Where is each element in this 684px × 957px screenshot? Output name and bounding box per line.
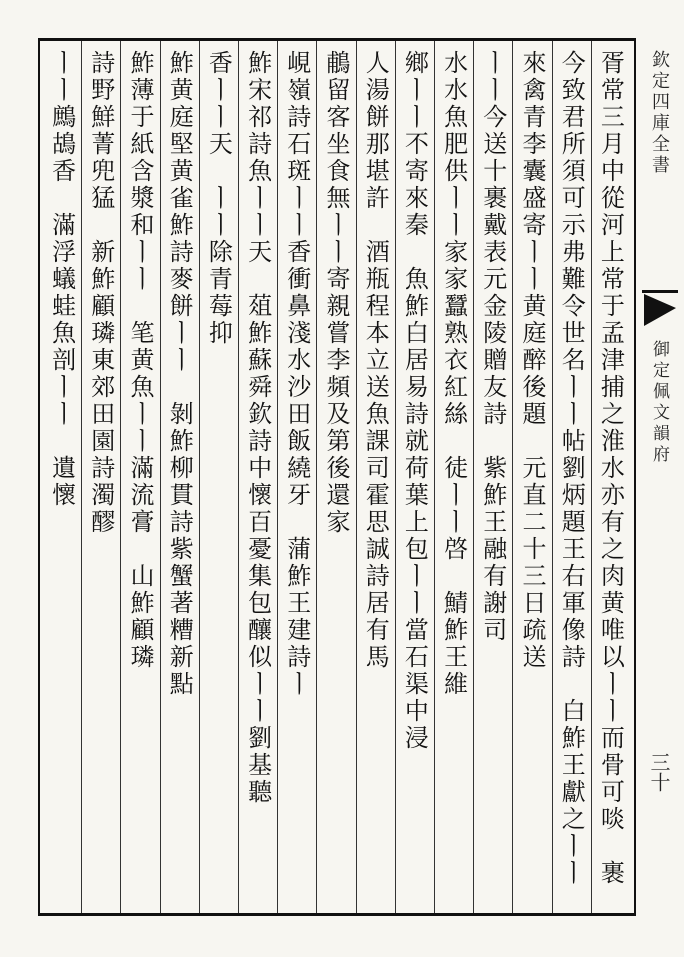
fish-tail-mark-icon [642,290,678,330]
margin-gutter [640,40,680,914]
text-column: 鵏留客坐食無ㅣㅣ寄親嘗李頻及第後還家 [322,50,350,536]
text-column: 鮓宋祁詩魚ㅣㅣ天 葅鮓蘇舜欽詩中懷百憂集包釀似ㅣㅣ劉基聽 [243,50,272,806]
column-rule [356,41,357,913]
text-column: 水水魚肥供ㅣㅣ家家蠶熟衣紅絲 徒ㅣㅣ啓 鯖鮓王維 [439,50,468,698]
column-rule [395,41,396,913]
text-column: 來禽青李囊盛寄ㅣㅣ黄庭醉後題 元直二十三日疏送 [518,50,546,671]
text-column: 香ㅣㅣ天 ㅣㅣ除青莓抑 [204,50,233,347]
column-rule [512,41,513,913]
text-column: 峴嶺詩石斑ㅣㅣ香衝鼻淺水沙田飯繞牙 蒲鮓王建詩ㅣ [282,50,311,698]
column-rule [238,41,239,913]
book-title-top: 欽定四庫全書 [649,50,670,176]
column-rule [277,41,278,913]
column-rule [120,41,121,913]
text-column: 今致君所須可示弗難令世名ㅣㅣ帖劉炳題王右軍像詩 白鮓王獻之ㅣㅣ [557,50,586,887]
column-rule [434,41,435,913]
text-column: 鮓黄庭堅黄雀鮓詩麥餅ㅣㅣ 剝鮓柳貫詩紫蟹著糟新點 [165,50,194,698]
text-column: 人湯餅那堪許 酒瓶程本立送魚課司霍思誠詩居有馬 [361,50,390,671]
text-column: 詩野鮮菁兜猛 新鮓顧璘東郊田園詩濁醪 [86,50,115,536]
page-number: 三十 [647,752,671,792]
text-column: ㅣㅣ今送十裹戴表元金陵贈友詩 紫鮓王融有謝司 [478,50,507,644]
book-title-bottom: 御定佩文韻府 [649,340,669,466]
text-column: 鮓薄于紙含漿和ㅣㅣ 笔黄魚ㅣㅣ滿流膏 山鮓顧璘 [126,50,154,671]
column-rule [316,41,317,913]
column-rule [591,41,592,913]
text-column: ㅣㅣ鷓鴣香 滿浮蟻蛙魚剖ㅣㅣ 遺懷 [47,50,76,509]
text-column: 鄉ㅣㅣ不寄來秦 魚鮓白居易詩就荷葉上包ㅣㅣ當石渠中浸 [400,50,429,752]
text-column: 胥常三月中從河上常于孟津捕之淮水亦有之肉黄唯以ㅣㅣ而骨可啖 裹 [596,50,625,887]
column-rule [199,41,200,913]
column-rule [81,41,82,913]
column-rule [473,41,474,913]
column-rule [160,41,161,913]
column-rule [552,41,553,913]
